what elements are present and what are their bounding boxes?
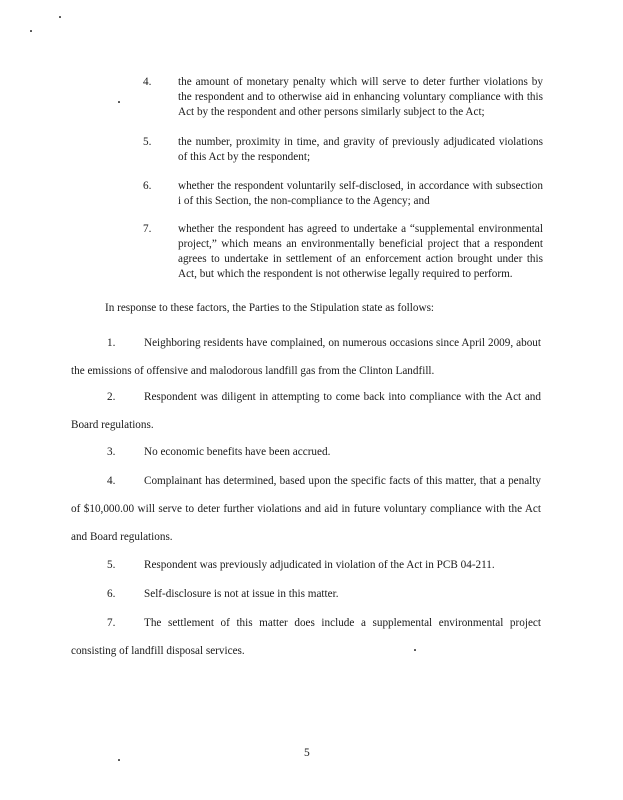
scan-speck bbox=[118, 759, 120, 761]
response-text: Neighboring residents have complained, on numerous occasions since April 2009, about the emissions of offensive and malodorous landfill gas from the Clinton Landfill. bbox=[71, 337, 541, 377]
response-number: 1. bbox=[107, 337, 116, 349]
factor-number: 5. bbox=[143, 136, 152, 148]
factor-text: whether the respondent has agreed to undertake a “supplemental environmental project,” which means an environmentally beneficial project that a respondent agrees to undertake in settlement of an enforcement action brought under this Act, but which the respondent is not otherwise legally required to perform. bbox=[178, 223, 543, 280]
response-text: Respondent was previously adjudicated in violation of the Act in PCB 04-211. bbox=[144, 559, 495, 571]
response-paragraph bbox=[71, 467, 541, 551]
response-number: 5. bbox=[107, 559, 116, 571]
response-number: 6. bbox=[107, 588, 116, 600]
response-text: No economic benefits have been accrued. bbox=[144, 446, 331, 458]
factor-item bbox=[143, 135, 543, 165]
scan-speck bbox=[30, 30, 32, 32]
page-number: 5 bbox=[304, 747, 310, 759]
factor-item bbox=[143, 75, 543, 120]
factor-item bbox=[143, 222, 543, 282]
factor-number: 6. bbox=[143, 180, 152, 192]
response-paragraph bbox=[71, 551, 541, 579]
response-text: The settlement of this matter does include a supplemental environmental project consisting of landfill disposal services. bbox=[71, 617, 541, 657]
response-number: 4. bbox=[107, 475, 116, 487]
scan-speck bbox=[414, 649, 416, 651]
factor-item bbox=[143, 179, 543, 209]
response-paragraph bbox=[71, 329, 541, 385]
factor-number: 4. bbox=[143, 76, 152, 88]
response-number: 2. bbox=[107, 391, 116, 403]
factor-number: 7. bbox=[143, 223, 152, 235]
scan-speck bbox=[59, 16, 61, 18]
response-text: Complainant has determined, based upon the specific facts of this matter, that a penalty of $10,000.00 will serve to deter further violations and aid in future voluntary compliance with the Act and Board regulations. bbox=[71, 475, 541, 543]
response-paragraph bbox=[71, 438, 541, 466]
response-paragraph bbox=[71, 609, 541, 665]
factor-text: the amount of monetary penalty which will serve to deter further violations by the respondent and to otherwise aid in enhancing voluntary compliance with this Act by the respondent and other persons similarly subject to the Act; bbox=[178, 76, 543, 118]
factor-text: the number, proximity in time, and gravity of previously adjudicated violations of this Act by the respondent; bbox=[178, 136, 543, 163]
scan-speck bbox=[118, 101, 120, 103]
response-number: 7. bbox=[107, 617, 116, 629]
factor-text: whether the respondent voluntarily self-disclosed, in accordance with subsection i of this Section, the non-compliance to the Agency; and bbox=[178, 180, 543, 207]
response-paragraph bbox=[71, 580, 541, 608]
intro-paragraph: In response to these factors, the Parties to the Stipulation state as follows: bbox=[105, 302, 435, 314]
response-number: 3. bbox=[107, 446, 116, 458]
response-text: Respondent was diligent in attempting to come back into compliance with the Act and Board regulations. bbox=[71, 391, 541, 431]
response-paragraph bbox=[71, 383, 541, 439]
response-text: Self-disclosure is not at issue in this matter. bbox=[144, 588, 339, 600]
